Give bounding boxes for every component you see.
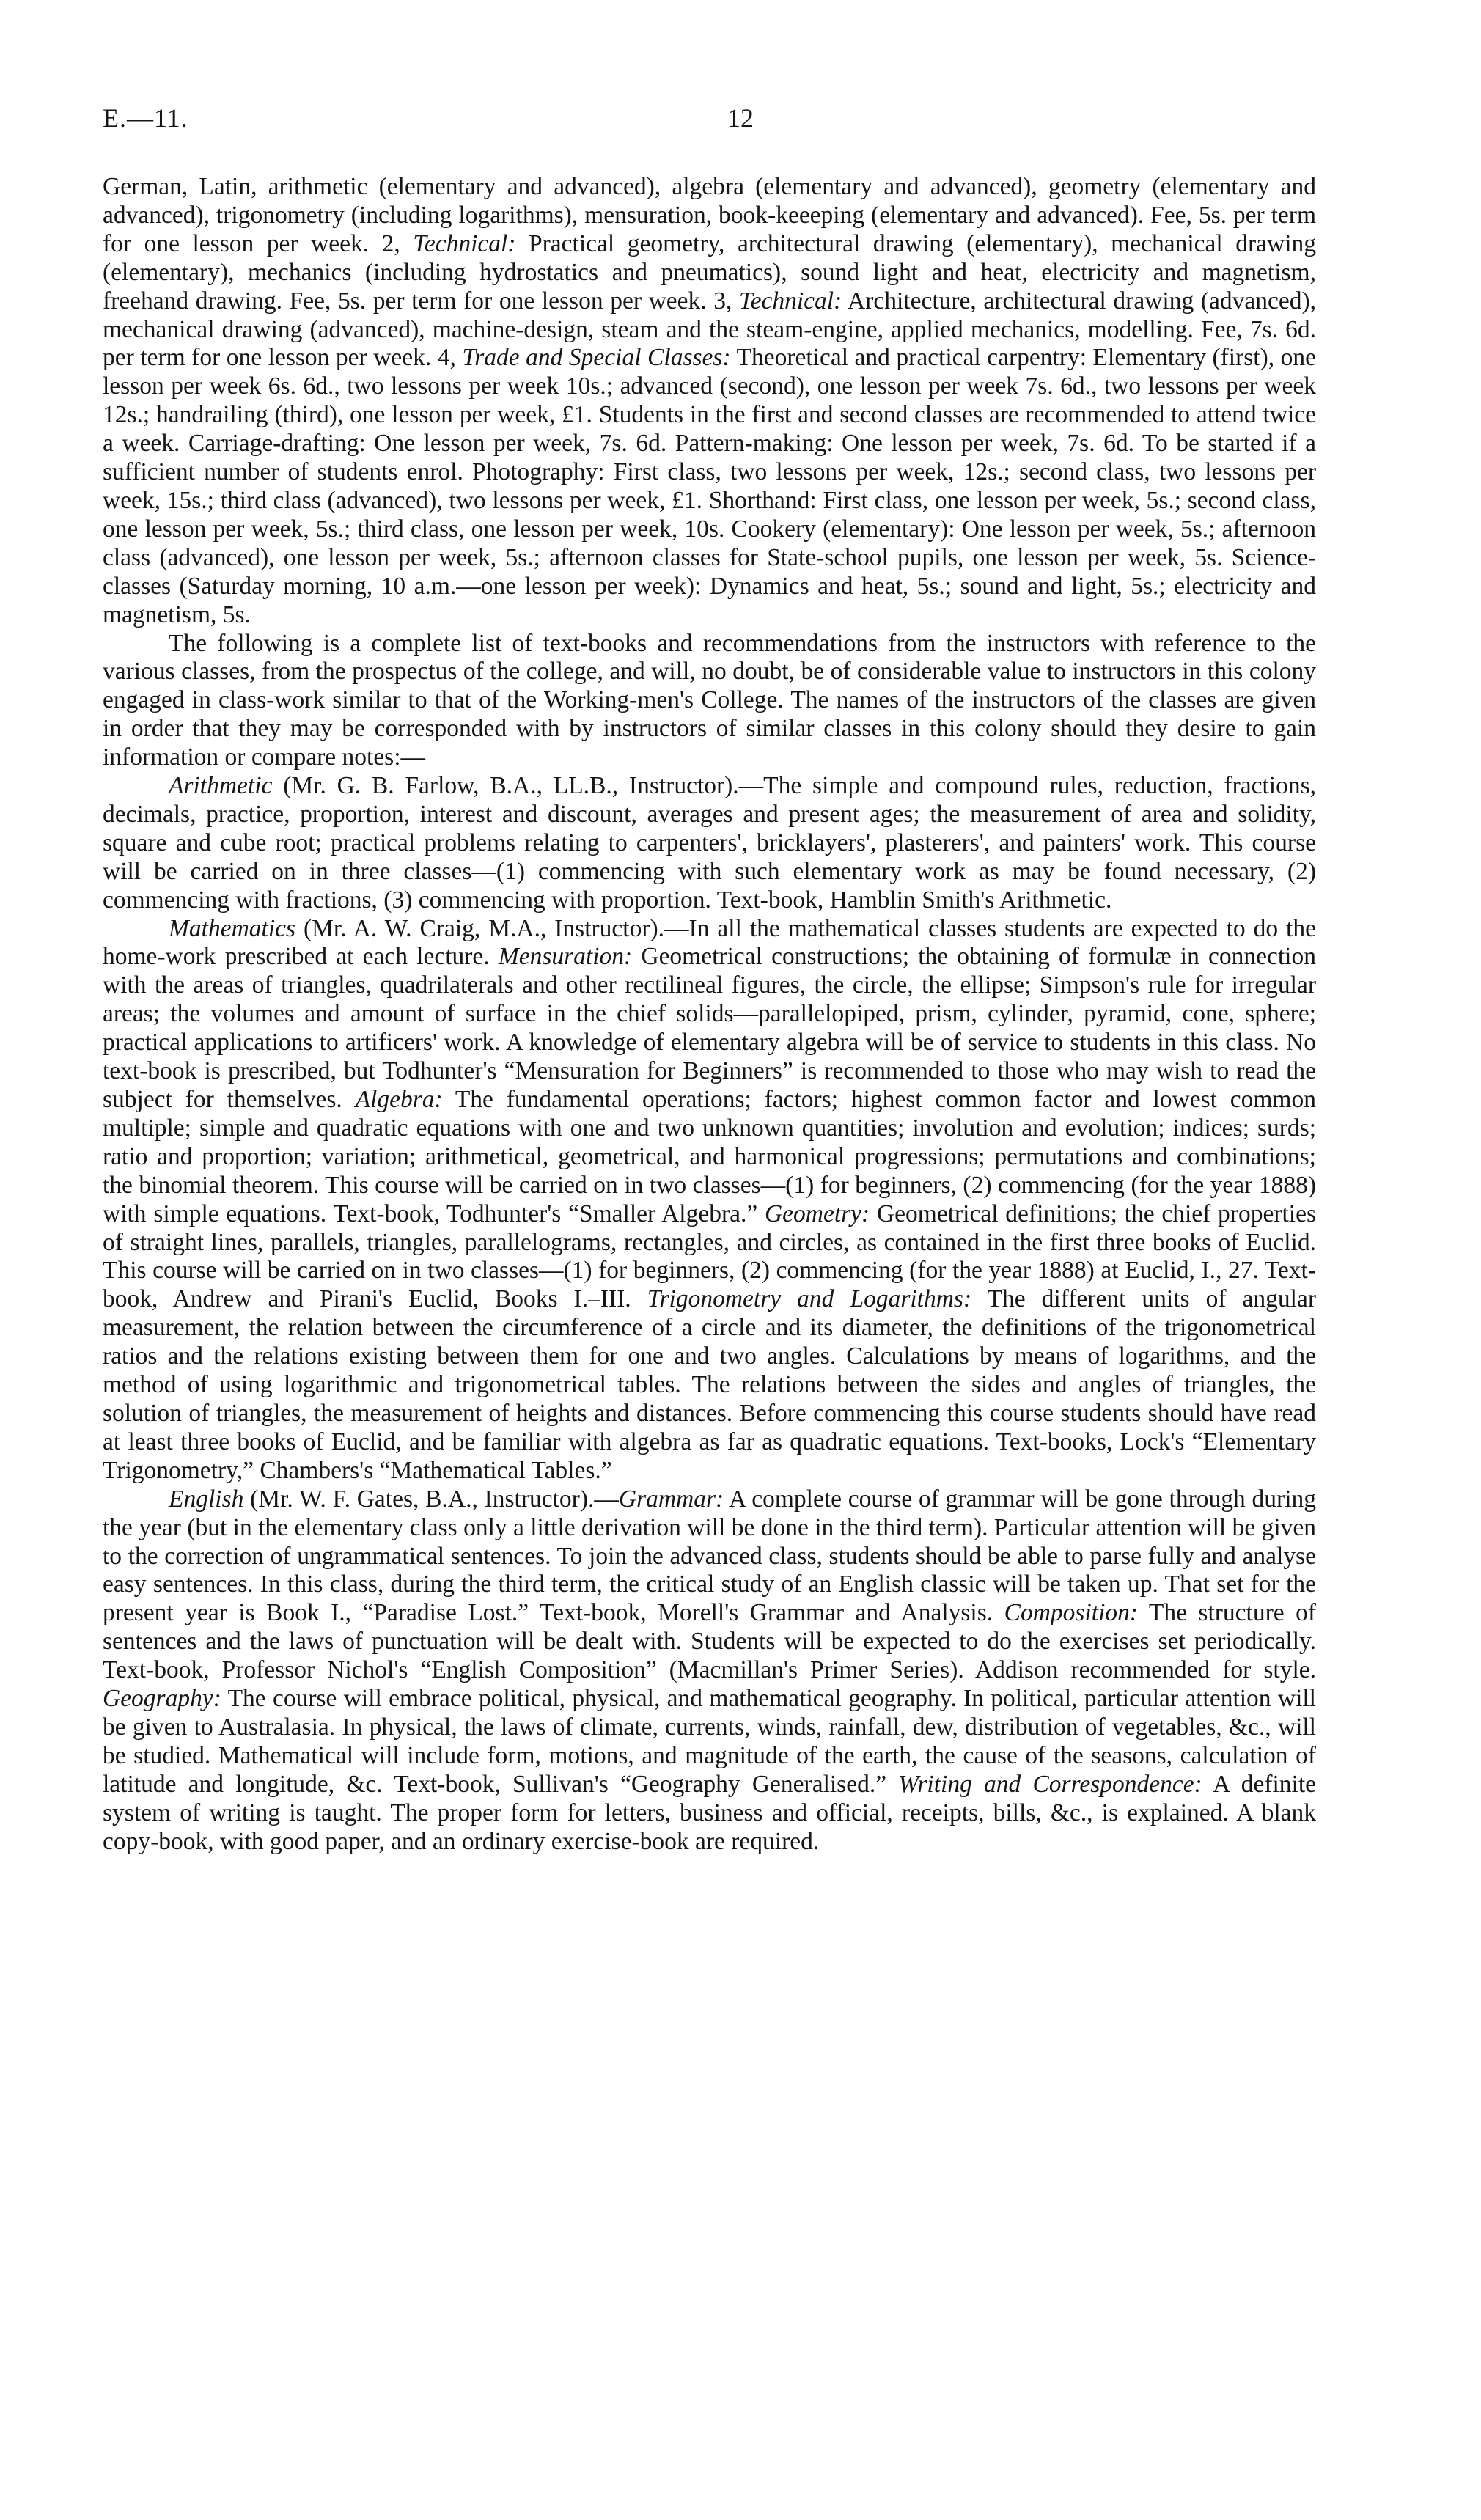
text-run: Architecture, architectural drawing (advanced), mechanical drawing (advanced), machine-design, steam and the steam-engine, applied mechanics, modelling. Fee, 7s. 6d. per term for one lesson per week. 4, [103, 287, 1316, 372]
page-header [103, 103, 1378, 147]
italic-heading-run: Trigonometry and Logarithms: [647, 1285, 972, 1313]
paragraph-p3 [103, 772, 1316, 915]
page-number: 12 [727, 103, 754, 133]
text-run: (Mr. W. F. Gates, B.A., Instructor).— [243, 1485, 619, 1513]
text-run: Practical geometry, architectural drawing (elementary), mechanical drawing (elementary), mechanics (including hydrostatics and pneumatics), sound light and heat, electricity and magnetism, freehand drawing. Fee, 5s. per term for one lesson per week. 3, [103, 229, 1316, 315]
italic-heading-run: Algebra: [355, 1086, 443, 1113]
text-run: A complete course of grammar will be gone through during the year (but in the elementary class only a little derivation will be done in the third term). Particular attention will be given to the correction of ungrammatical sentences. To join the advanced class, students should be able to parse fully and analyse easy sentences. In this class, during the third term, the critical study of an English classic will be taken up. That set for the present year is Book I., “Paradise Lost.” Text-book, Morell's Grammar and Analysis. [103, 1485, 1316, 1627]
text-run: Theoretical and practical carpentry: Elementary (first), one lesson per week 6s. 6d., two lessons per week 10s.; advanced (second), one lesson per week 7s. 6d., two lessons per week 12s.; handrailing (third), one lesson per week, £1. Students in the first and second classes are recommended to attend twice a week. Carriage-drafting: One lesson per week, 7s. 6d. Pattern-making: One lesson per week, 7s. 6d. To be started if a sufficient number of students enrol. Photography: First class, two lessons per week, 12s.; second class, two lessons per week, 15s.; third class (advanced), two lessons per week, £1. Shorthand: First class, one lesson per week, 5s.; second class, one lesson per week, 5s.; third class, one lesson per week, 10s. Cookery (elementary): One lesson per week, 5s.; afternoon class (advanced), one lesson per week, 5s.; afternoon classes for State-school pupils, one lesson per week, 5s. Science-classes (Saturday morning, 10 a.m.—one lesson per week): Dynamics and heat, 5s.; sound and light, 5s.; electricity and magnetism, 5s. [103, 344, 1316, 628]
text-run: (Mr. A. W. Craig, M.A., Instructor).—In all the mathematical classes students are expected to do the home-work prescribed at each lecture. [103, 914, 1316, 971]
italic-heading-run: Writing and Correspondence: [898, 1770, 1202, 1798]
text-run: (Mr. G. B. Farlow, B.A., LL.B., Instructor).—The simple and compound rules, reduction, fractions, decimals, practice, proportion, interest and discount, averages and present ages; the measurement of area and solidity, square and cube root; practical problems relating to carpenters', bricklayers', plasterers', and painters' work. This course will be carried on in three classes—(1) commencing with such elementary work as may be found necessary, (2) commencing with fractions, (3) commencing with proportion. Text-book, Hamblin Smith's Arithmetic. [103, 772, 1316, 914]
paragraph-p1 [103, 173, 1316, 630]
italic-heading-run: Grammar: [618, 1485, 724, 1513]
paragraph-p5 [103, 1485, 1316, 1856]
italic-heading-run: Technical: [413, 229, 516, 257]
italic-heading-run: Geography: [103, 1685, 221, 1713]
italic-heading-run: Mensuration: [498, 943, 633, 971]
text-run: The course will embrace political, physical, and mathematical geography. In political, particular attention will be given to Australasia. In physical, the laws of climate, currents, winds, rainfall, dew, distribution of vegetables, &c., will be studied. Mathematical will include form, motions, and magnitude of the earth, the cause of the seasons, calculation of latitude and longitude, &c. Text-book, Sullivan's “Geography Generalised.” [103, 1685, 1316, 1798]
text-run: Geometrical definitions; the chief properties of straight lines, parallels, triangles, parallelograms, rectangles, and circles, as contained in the first three books of Euclid. This course will be carried on in two classes—(1) for beginners, (2) commencing (for the year 1888) at Euclid, I., 27. Text-book, Andrew and Pirani's Euclid, Books I.–III. [103, 1200, 1316, 1313]
text-run: The structure of sentences and the laws of punctuation will be dealt with. Students will be expected to do the exercises set periodically. Text-book, Professor Nichol's “English Composition” (Macmillan's Primer Series). Addison recommended for style. [103, 1599, 1316, 1684]
italic-heading-run: Technical: [739, 287, 842, 315]
text-run: The different units of angular measurement, the relation between the circumference of a circle and its diameter, the definitions of the trigonometrical ratios and the relations existing between them for one and two angles. Calculations by means of logarithms, and the method of using logarithmic and trigonometrical tables. The relations between the sides and angles of triangles, the solution of triangles, the measurement of heights and distances. Before commencing this course students should have read at least three books of Euclid, and be familiar with algebra as far as quadratic equations. Text-books, Lock's “Elementary Trigonometry,” Chambers's “Mathematical Tables.” [103, 1285, 1316, 1484]
document-body [103, 173, 1316, 1856]
paragraph-p4 [103, 915, 1316, 1485]
italic-heading-run: Arithmetic [169, 772, 273, 800]
paragraph-p2 [103, 630, 1316, 773]
text-run: A definite system of writing is taught. The proper form for letters, business and official, receipts, bills, &c., is explained. A blank copy-book, with good paper, and an ordinary exercise-book are required. [103, 1770, 1317, 1855]
italic-heading-run: Geometry: [764, 1200, 870, 1227]
text-run: The following is a complete list of text-books and recommendations from the instructors with reference to the various classes, from the prospectus of the college, and will, no doubt, be of considerable value to instructors in this colony engaged in class-work similar to that of the Working-men's College. The names of the instructors of the classes are given in order that they may be corresponded with by instructors of similar classes in this colony should they desire to gain information or compare notes:— [103, 629, 1316, 771]
italic-heading-run: English [169, 1485, 244, 1513]
italic-heading-run: Trade and Special Classes: [462, 344, 731, 372]
text-run: Geometrical constructions; the obtaining of formulæ in connection with the areas of triangles, quadrilaterals and other rectilineal figures, the circle, the ellipse; Simpson's rule for irregular areas; the volumes and amount of surface in the chief solids—parallelopiped, prism, cylinder, pyramid, cone, sphere; practical applications to artificers' work. A knowledge of elementary algebra will be of service to students in this class. No text-book is prescribed, but Todhunter's “Mensuration for Beginners” is recommended to those who may wish to read the subject for themselves. [103, 943, 1316, 1113]
text-run: The fundamental operations; factors; highest common factor and lowest common multiple; simple and quadratic equations with one and two unknown quantities; involution and evolution; indices; surds; ratio and proportion; variation; arithmetical, geometrical, and harmonical progressions; permutations and combinations; the binomial theorem. This course will be carried on in two classes—(1) for beginners, (2) commencing (for the year 1888) with simple equations. Text-book, Todhunter's “Smaller Algebra.” [103, 1086, 1316, 1227]
italic-heading-run: Mathematics [169, 914, 296, 942]
text-run: German, Latin, arithmetic (elementary and advanced), algebra (elementary and advanced), geometry (elementary and advanced), trigonometry (including logarithms), mensuration, book-keeeping (elementary and advanced). Fee, 5s. per term for one lesson per week. 2, [103, 173, 1316, 257]
italic-heading-run: Composition: [1004, 1599, 1139, 1627]
document-reference: E.—11. [103, 103, 188, 133]
